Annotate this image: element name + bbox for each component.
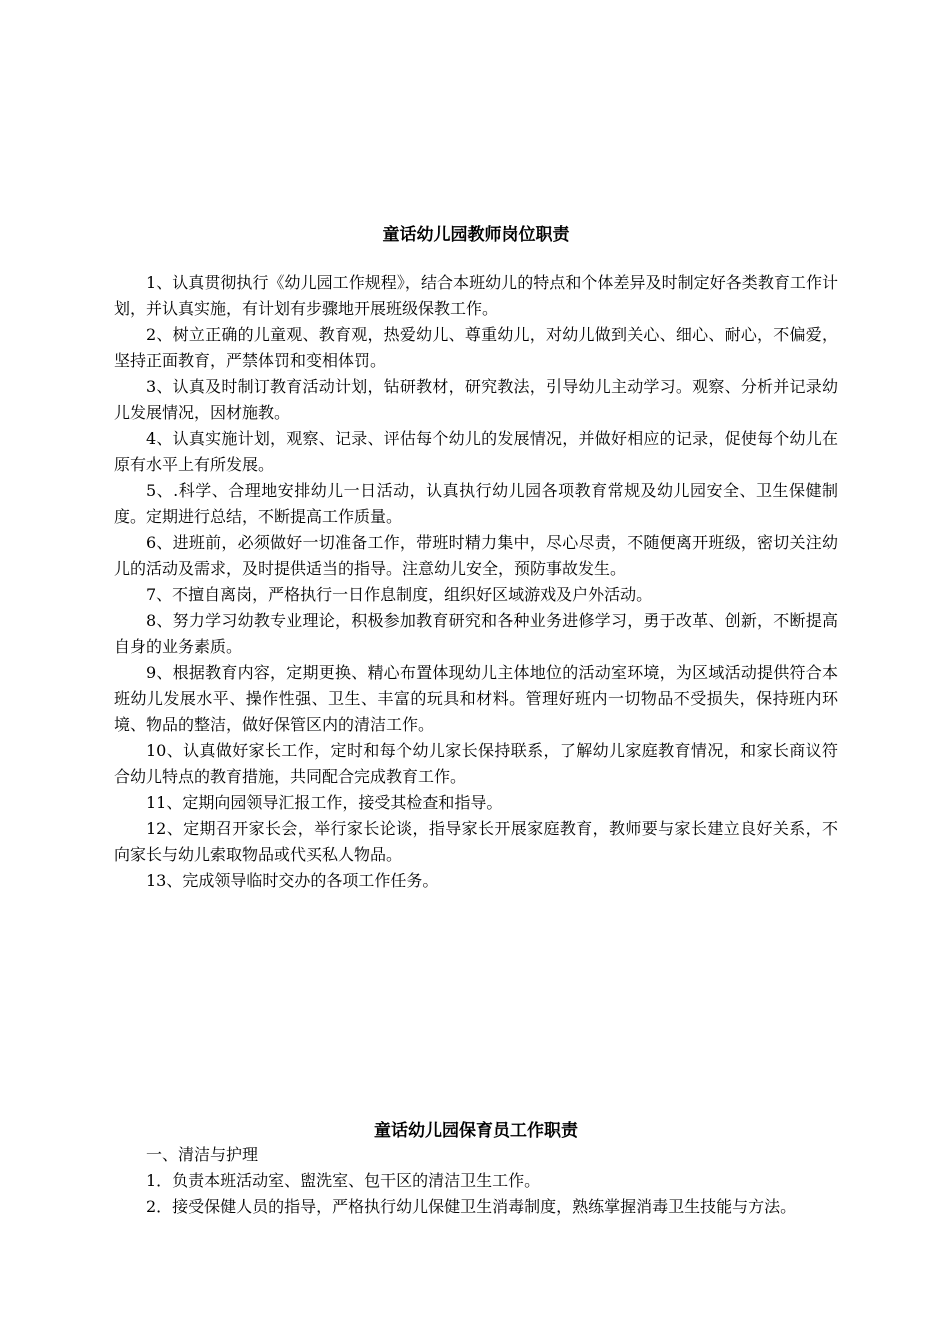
paragraph: 8、努力学习幼教专业理论，积极参加教育研究和各种业务进修学习，勇于改革、创新，不断提高自身的业务素质。 [114,611,838,656]
section-title-teacher-duties: 童话幼儿园教师岗位职责 [382,225,570,245]
paragraph: 1、认真贯彻执行《幼儿园工作规程》，结合本班幼儿的特点和个体差异及时制定好各类教育工作计划，并认真实施，有计划有步骤地开展班级保教工作。 [114,273,838,318]
paragraph: 3、认真及时制订教育活动计划，钻研教材，研究教法，引导幼儿主动学习。观察、分析并记录幼儿发展情况，因材施教。 [114,377,838,422]
caregiver-duties-body [114,1142,838,1220]
paragraph: 11、定期向园领导汇报工作，接受其检查和指导。 [146,793,503,812]
paragraph: 10、认真做好家长工作，定时和每个幼儿家长保持联系，了解幼儿家庭教育情况，和家长商议符合幼儿特点的教育措施，共同配合完成教育工作。 [114,741,838,786]
paragraph: 6、进班前，必须做好一切准备工作，带班时精力集中，尽心尽责，不随便离开班级，密切关注幼儿的活动及需求，及时提供适当的指导。注意幼儿安全，预防事故发生。 [114,533,838,578]
paragraph: 4、认真实施计划，观察、记录、评估每个幼儿的发展情况，并做好相应的记录，促使每个幼儿在原有水平上有所发展。 [114,429,838,474]
teacher-duties-body [114,270,838,894]
paragraph: 13、完成领导临时交办的各项工作任务。 [146,871,439,890]
paragraph: 7、不擅自离岗，严格执行一日作息制度，组织好区域游戏及户外活动。 [146,585,653,604]
paragraph: 2、树立正确的儿童观、教育观，热爱幼儿、尊重幼儿，对幼儿做到关心、细心、耐心，不偏爱，坚持正面教育，严禁体罚和变相体罚。 [114,325,838,370]
paragraph: 12、定期召开家长会，举行家长论谈，指导家长开展家庭教育，教师要与家长建立良好关系，不向家长与幼儿索取物品或代买私人物品。 [114,819,838,864]
paragraph: 1．负责本班活动室、盥洗室、包干区的清洁卫生工作。 [146,1171,541,1190]
subheading: 一、清洁与护理 [146,1145,259,1164]
paragraph: 9、根据教育内容，定期更换、精心布置体现幼儿主体地位的活动室环境，为区域活动提供符合本班幼儿发展水平、操作性强、卫生、丰富的玩具和材料。管理好班内一切物品不受损失，保持班内环境、物品的整洁，做好保管区内的清洁工作。 [114,663,838,734]
section-title-caregiver-duties: 童话幼儿园保育员工作职责 [374,1121,578,1141]
paragraph: 5、.科学、合理地安排幼儿一日活动，认真执行幼儿园各项教育常规及幼儿园安全、卫生保健制度。定期进行总结，不断提高工作质量。 [114,481,838,526]
paragraph: 2．接受保健人员的指导，严格执行幼儿保健卫生消毒制度，熟练掌握消毒卫生技能与方法。 [146,1197,797,1216]
